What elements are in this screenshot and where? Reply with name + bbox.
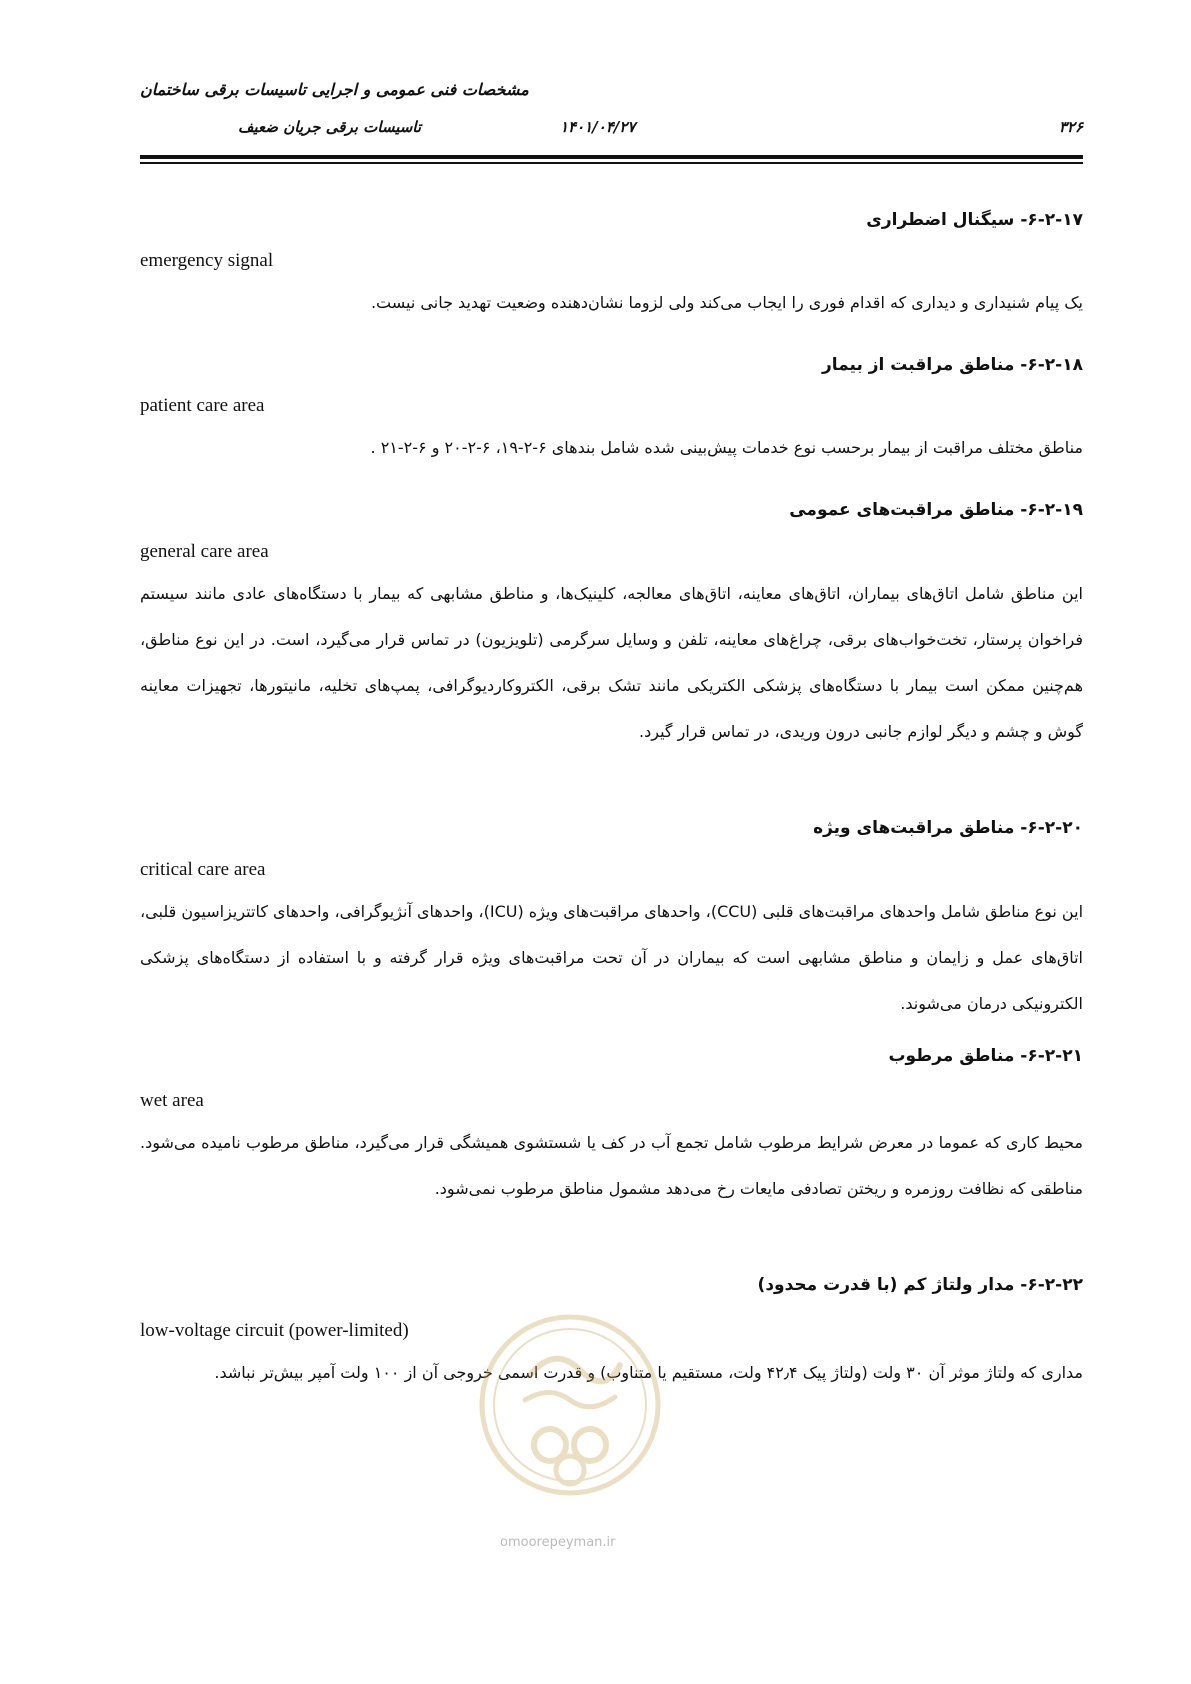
header-divider-thick [140, 155, 1083, 159]
section-paragraph: یک پیام شنیداری و دیداری که اقدام فوری را ایجاب می‌کند ولی لزوما نشان‌دهنده وضعیت تهدید جانی نیست. [370, 293, 1083, 312]
header-divider-thin [140, 162, 1083, 164]
section-english-term: wet area [140, 1090, 204, 1111]
section-heading: ۶-۲-۱۸- مناطق مراقبت از بیمار [821, 355, 1083, 375]
section-paragraph: این مناطق شامل اتاق‌های بیماران، اتاق‌های معاینه، اتاق‌های معالجه، کلینیک‌ها، و مناطق مشابهی که بیمار با دستگاه‌های عادی مانند سیستم فراخوان پرستار، تخت‌خواب‌های برقی، چراغ‌های معاینه، تلفن و وسایل سرگرمی (تلویزیون) در تماس قرار می‌گیرد، است. در این نوع مناطق، هم‌چنین ممکن است بیمار با دستگاه‌های پزشکی الکتریکی مانند تشک برقی، الکتروکاردیوگرافی، پمپ‌های تخلیه، مانیتورها، تجهیزات معاینه گوش و چشم و دیگر لوازم جانبی درون وریدی، در تماس قرار گیرد. [140, 584, 1083, 741]
section-paragraph: مناطق مختلف مراقبت از بیمار برحسب نوع خدمات پیش‌بینی شده شامل بندهای ۶-۲-۱۹، ۶-۲-۲۰ و ۶-۲-۲۱ . [370, 438, 1083, 457]
page-number: ۳۲۶ [1058, 118, 1083, 136]
section-heading: ۶-۲-۱۹- مناطق مراقبت‌های عمومی [789, 500, 1083, 520]
section-heading: ۶-۲-۲۱- مناطق مرطوب [888, 1046, 1083, 1066]
section-english-term: emergency signal [140, 250, 274, 271]
section-heading: ۶-۲-۲۰- مناطق مراقبت‌های ویژه [813, 818, 1083, 838]
section-paragraph: محیط کاری که عموما در معرض شرایط مرطوب شامل تجمع آب در کف یا شستشوی همیشگی قرار می‌گیرد، مناطق مرطوب نامیده می‌شود. مناطقی که نظافت روزمره و ریختن تصادفی مایعات رخ می‌دهد مشمول مناطق مرطوب نمی‌شود. [140, 1133, 1083, 1198]
header-chapter: تاسیسات برقی جریان ضعیف [238, 118, 422, 136]
section-paragraph: این نوع مناطق شامل واحدهای مراقبت‌های قلبی (CCU)، واحدهای مراقبت‌های ویژه (ICU)، واحدهای آنژیوگرافی، واحدهای کاتتریزاسیون قلبی، اتاق‌های عمل و زایمان و مناطق مشابهی است که بیماران در آن تحت مراقبت‌های ویژه قرار گرفته و با استفاده از دستگاه‌های پزشکی الکترونیکی درمان می‌شوند. [140, 902, 1084, 1013]
section-english-term: general care area [140, 541, 269, 562]
section-english-term: patient care area [140, 395, 265, 416]
header-title: مشخصات فنی عمومی و اجرایی تاسیسات برقی ساختمان [140, 80, 529, 99]
section-english-term: critical care area [140, 859, 266, 880]
section-paragraph: مداری که ولتاژ موثر آن ۳۰ ولت (ولتاژ پیک ۴۲٫۴ ولت، مستقیم یا متناوب) و قدرت اسمی خروجی آن از ۱۰۰ ولت آمپر بیش‌تر نباشد. [214, 1363, 1083, 1382]
watermark-logo-icon [470, 1305, 670, 1535]
section-heading: ۶-۲-۲۲- مدار ولتاژ کم (با قدرت محدود) [757, 1275, 1083, 1295]
section-heading: ۶-۲-۱۷- سیگنال اضطراری [866, 210, 1083, 230]
watermark-url: omoorepeyman.ir [500, 1535, 616, 1550]
section-english-term: low-voltage circuit (power-limited) [140, 1320, 409, 1341]
header-date: ۱۴۰۱/۰۴/۲۷ [560, 118, 636, 136]
